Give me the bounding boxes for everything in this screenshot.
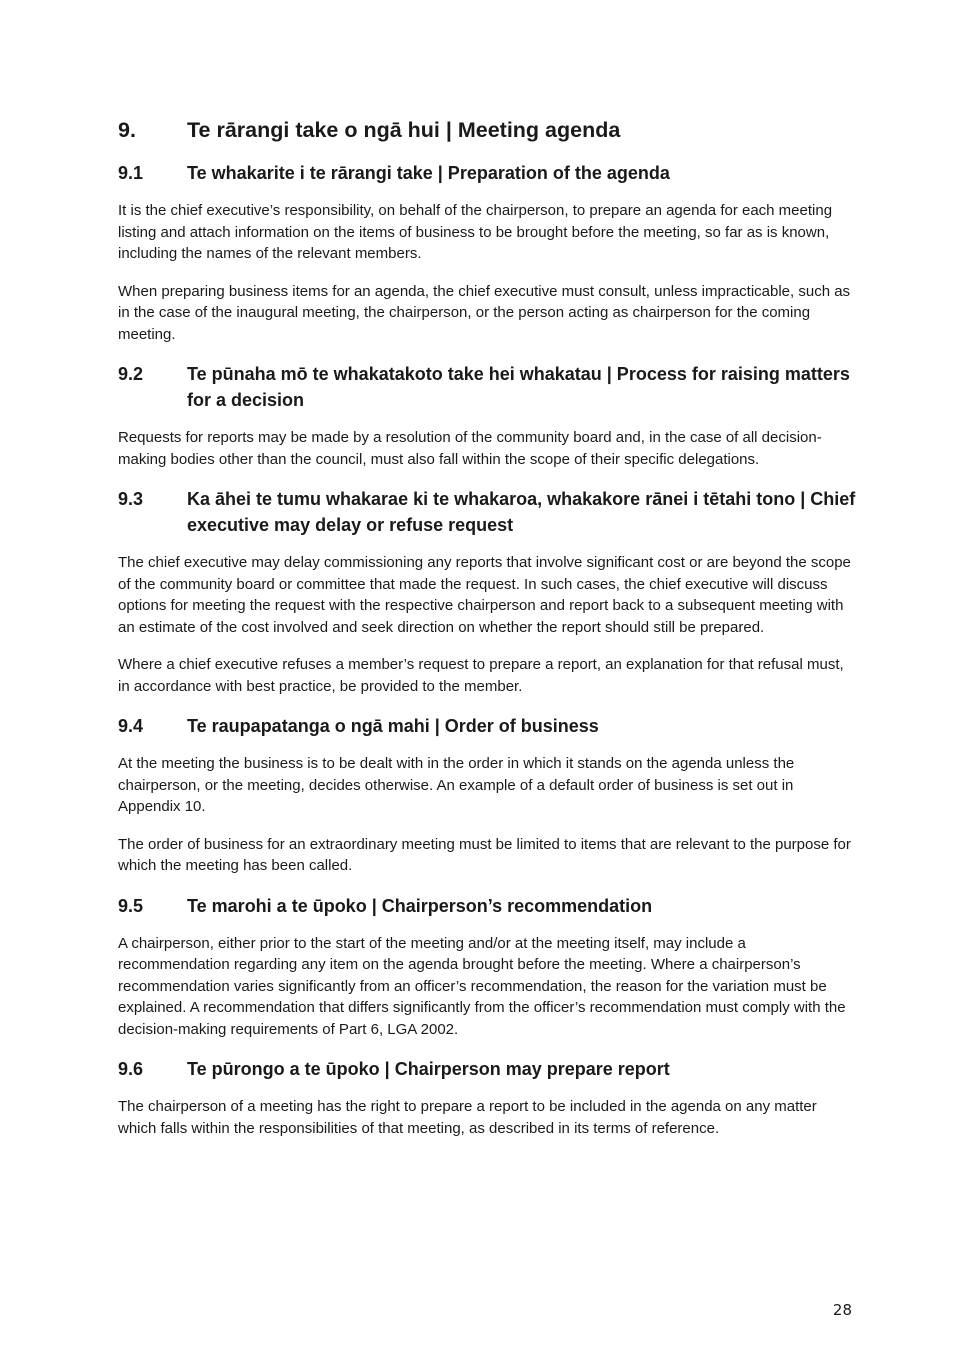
paragraph: Where a chief executive refuses a member’s request to prepare a report, an explanation for that refusal must, in accordance with best practice, be provided to the member. bbox=[118, 656, 844, 695]
paragraph: It is the chief executive’s responsibility, on behalf of the chairperson, to prepare an agenda for each meeting listing and attach information on the items of business to be brought before the meeting, so far as is known, including the names of the relevant members. bbox=[118, 202, 833, 262]
subsection-number: 9.4 bbox=[118, 716, 144, 736]
subsection-title: Te whakarite i te rārangi take | Preparation of the agenda bbox=[187, 163, 670, 183]
section-number: 9. bbox=[118, 118, 136, 142]
paragraph: Requests for reports may be made by a resolution of the community board and, in the case of all decision-making bodies other than the council, must also fall within the scope of their specific delegations. bbox=[118, 429, 822, 468]
subsection-title: Te marohi a te ūpoko | Chairperson’s recommendation bbox=[187, 895, 653, 916]
subsection-number: 9.6 bbox=[118, 1059, 144, 1079]
subsection-number: 9.5 bbox=[118, 895, 144, 916]
subsection-heading-9-4 bbox=[118, 713, 858, 739]
subsection-heading-9-2 bbox=[118, 361, 858, 413]
subsection-number: 9.3 bbox=[118, 489, 144, 509]
subsection-title: Te raupapatanga o ngā mahi | Order of business bbox=[187, 716, 599, 736]
subsection-number: 9.1 bbox=[118, 163, 144, 183]
page-content bbox=[118, 116, 858, 1155]
paragraph: At the meeting the business is to be dealt with in the order in which it stands on the agenda unless the chairperson, or the meeting, decides otherwise. An example of a default order of business is set out in Appendix 10. bbox=[118, 755, 795, 815]
paragraph: A chairperson, either prior to the start of the meeting and/or at the meeting itself, may include a recommendation regarding any item on the agenda brought before the meeting. Where a chairperson’s recommendation varies significantly from an officer’s recommendation, the reason for the variation must be explained. A recommendation that differs significantly from the officer’s recommendation must comply with the decision-making requirements of Part 6, LGA 2002. bbox=[118, 934, 846, 1038]
section-heading bbox=[118, 116, 858, 144]
subsection-heading-9-5 bbox=[118, 893, 858, 919]
paragraph: When preparing business items for an agenda, the chief executive must consult, unless impracticable, such as in the case of the inaugural meeting, the chairperson, or the person acting as chairperson for the coming meeting. bbox=[118, 282, 851, 343]
subsection-title: Te pūrongo a te ūpoko | Chairperson may prepare report bbox=[187, 1059, 670, 1079]
paragraph: The chairperson of a meeting has the right to prepare a report to be included in the agenda on any matter which falls within the responsibilities of that meeting, as described in its terms of reference. bbox=[118, 1098, 817, 1137]
subsection-heading-9-6 bbox=[118, 1056, 858, 1082]
paragraph: The order of business for an extraordinary meeting must be limited to items that are relevant to the purpose for which the meeting has been called. bbox=[118, 835, 851, 874]
subsection-number: 9.2 bbox=[118, 364, 144, 384]
page-number: 28 bbox=[832, 1301, 852, 1319]
paragraph: The chief executive may delay commissioning any reports that involve significant cost or are beyond the scope of the community board or committee that made the request. In such cases, the chief executive will discuss options for meeting the request with the respective chairperson and report back to a subsequent meeting with an estimate of the cost involved and seek direction on whether the report should still be prepared. bbox=[118, 554, 851, 636]
section-title: Te rārangi take o ngā hui | Meeting agenda bbox=[187, 118, 621, 142]
subsection-heading-9-3 bbox=[118, 486, 858, 538]
subsection-title: Te pūnaha mō te whakatakoto take hei whakatau | Process for raising matters for a decision bbox=[187, 364, 850, 410]
subsection-title: Ka āhei te tumu whakarae ki te whakaroa, whakakore rānei i tētahi tono | Chief executive may delay or refuse request bbox=[187, 489, 856, 535]
subsection-heading-9-1 bbox=[118, 160, 858, 186]
